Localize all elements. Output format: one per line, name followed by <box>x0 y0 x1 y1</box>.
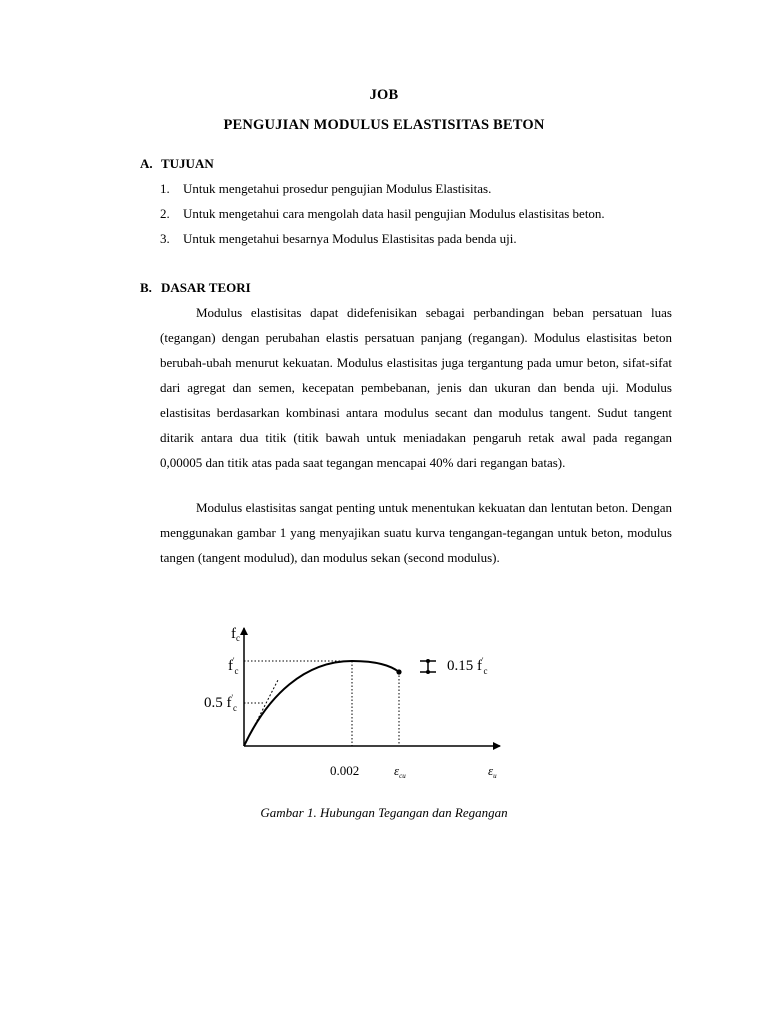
objective-text: Untuk mengetahui cara mengolah data hasil pengujian Modulus elastisitas beton. <box>183 206 605 221</box>
half-fc-label: 0.5 $f'_c$ <box>204 693 237 713</box>
figure-caption: Gambar 1. Hubungan Tegangan dan Regangan <box>260 805 508 820</box>
ultimate-point <box>396 669 401 674</box>
theory-paragraph-1: Modulus elastisitas dapat didefenisikan sebagai perbandingan beban persatuan luas (tegangan) dengan perubahan elastis persatuan panjang (regangan). Modulus elastisitas beton berubah-ubah menurut kekuatan. Modulus elastisitas juga tergantung pada umur beton, sifat-sifat dari agregat dan semen, kecepatan pembebanan, jenis dan ukuran dan benda uji. Modulus elastisitas berdasarkan kombinasi antara modulus secant dan modulus tangent. Sudut tangent ditarik antara dua titik (titik bawah untuk meniadakan pengaruh retak awal pada regangan 0,00005 dan titik atas pada saat tegangan mencapai 40% dari regangan batas). <box>160 305 672 470</box>
stress-strain-curve <box>244 661 399 746</box>
section-a-title: TUJUAN <box>161 156 214 171</box>
objective-text: Untuk mengetahui prosedur pengujian Modulus Elastisitas. <box>183 181 492 196</box>
section-b-title: DASAR TEORI <box>161 280 251 295</box>
objective-number: 1. <box>160 181 170 196</box>
x-label-eu: $\varepsilon_u$ <box>488 763 497 780</box>
x-label-ecu: $\varepsilon_{cu}$ <box>394 763 406 780</box>
objective-text: Untuk mengetahui besarnya Modulus Elastisitas pada benda uji. <box>183 231 517 246</box>
y-axis-label: $f_c$ <box>231 626 240 643</box>
section-a-letter: A. <box>140 156 153 171</box>
document-title: PENGUJIAN MODULUS ELASTISITAS BETON <box>223 117 545 133</box>
document-job-label: JOB <box>369 87 399 103</box>
section-b-letter: B. <box>140 280 152 295</box>
objective-number: 3. <box>160 231 170 246</box>
drop-marker-icon <box>420 659 436 674</box>
theory-paragraph-2: Modulus elastisitas sangat penting untuk menentukan kekuatan dan lentutan beton. Dengan menggunakan gambar 1 yang menyajikan suatu kurva tengangan-tegangan untuk beton, modulus tangen (tangent modulud), dan modulus sekan (second modulus). <box>160 500 672 565</box>
fc-peak-label: $f'_c$ <box>228 656 239 676</box>
x-label-peak-strain: 0.002 <box>330 763 360 778</box>
objective-number: 2. <box>160 206 170 221</box>
drop-fc-label: 0.15 $f'_c$ <box>447 656 488 676</box>
